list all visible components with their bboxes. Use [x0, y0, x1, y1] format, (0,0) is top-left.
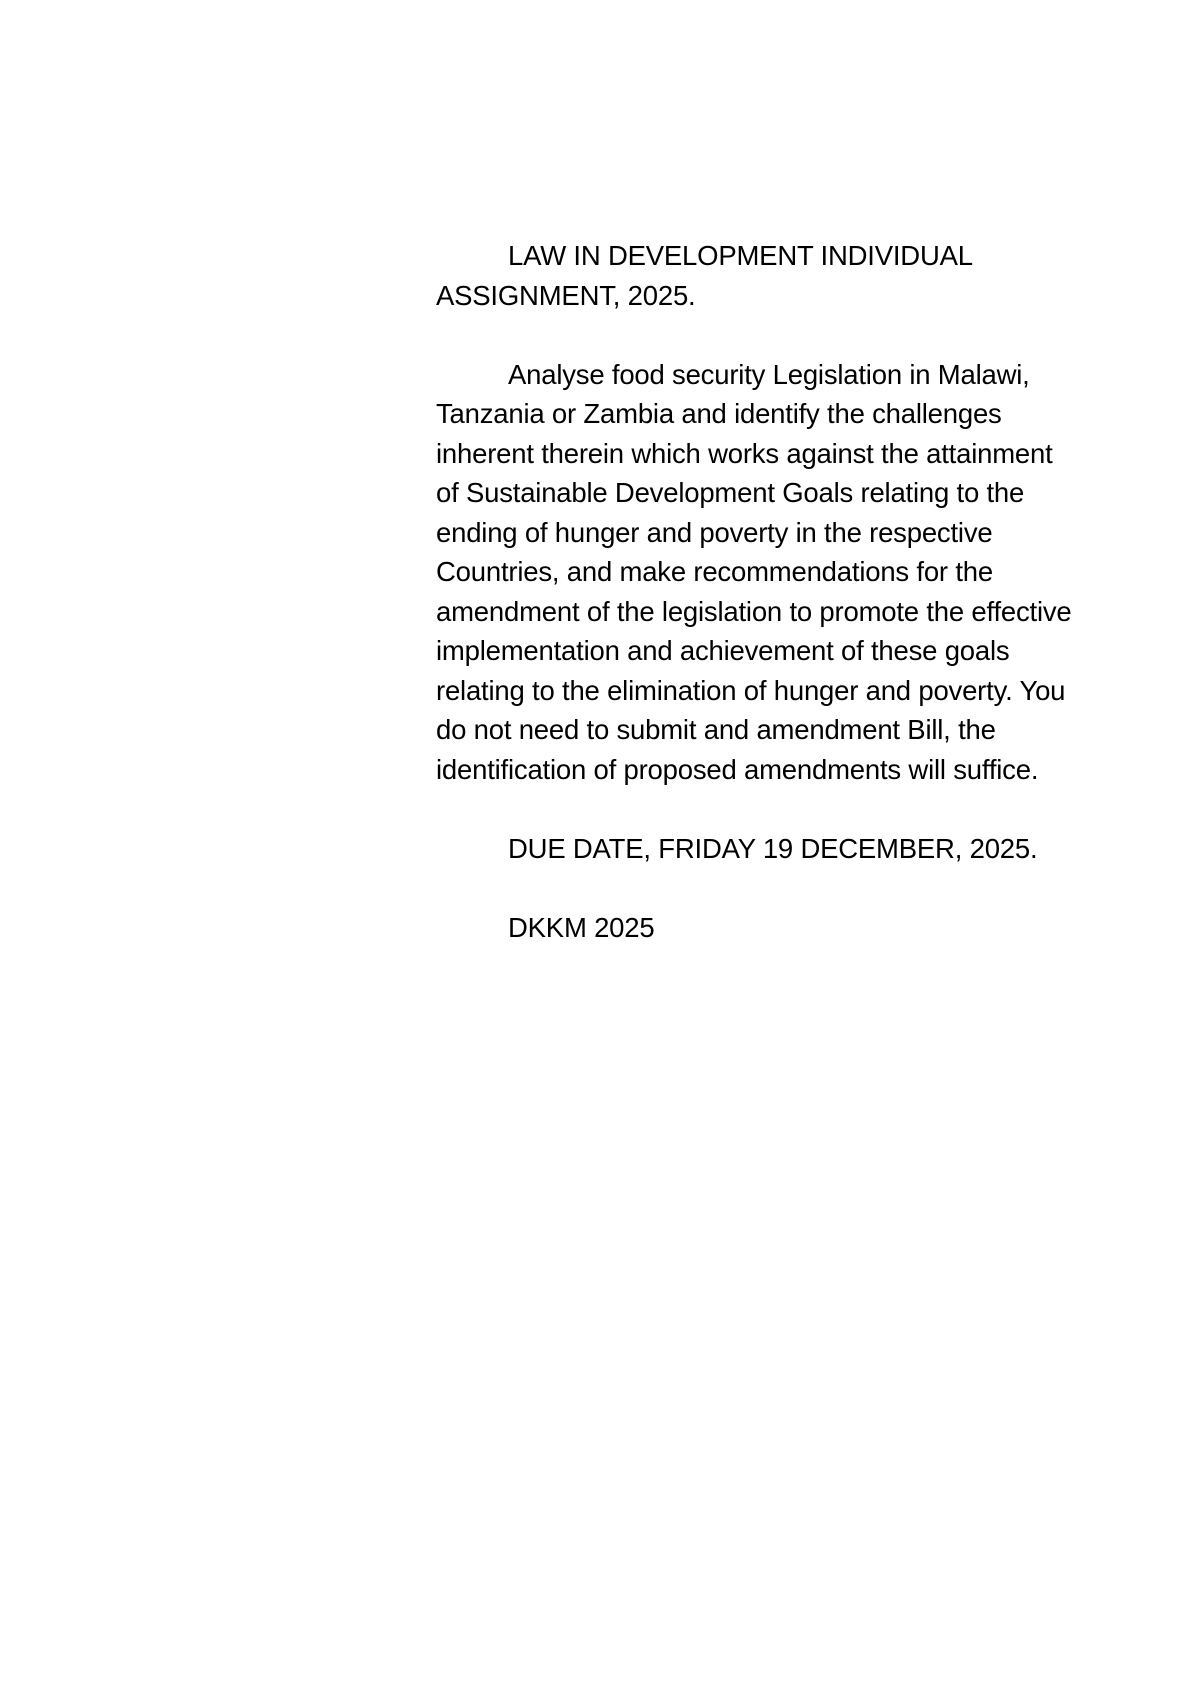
due-date: DUE DATE, FRIDAY 19 DECEMBER, 2025. — [508, 832, 1038, 864]
document-text — [436, 236, 1072, 947]
author-signature: DKKM 2025 — [508, 911, 655, 943]
document-title: LAW IN DEVELOPMENT INDIVIDUAL ASSIGNMENT, 2025. — [436, 240, 972, 311]
assignment-instructions: Analyse food security Legislation in Malawi, Tanzania or Zambia and identify the challenges inherent therein which works against the attainment of Sustainable Development Goals relating to the ending of hunger and poverty in the respective Countries, and make recommendations for the amendment of the legislation to promote the effective implementation and achievement of these goals relating to the elimination of hunger and poverty. You do not need to submit and amendment Bill, the identification of proposed amendments will suffice. — [436, 358, 1072, 785]
